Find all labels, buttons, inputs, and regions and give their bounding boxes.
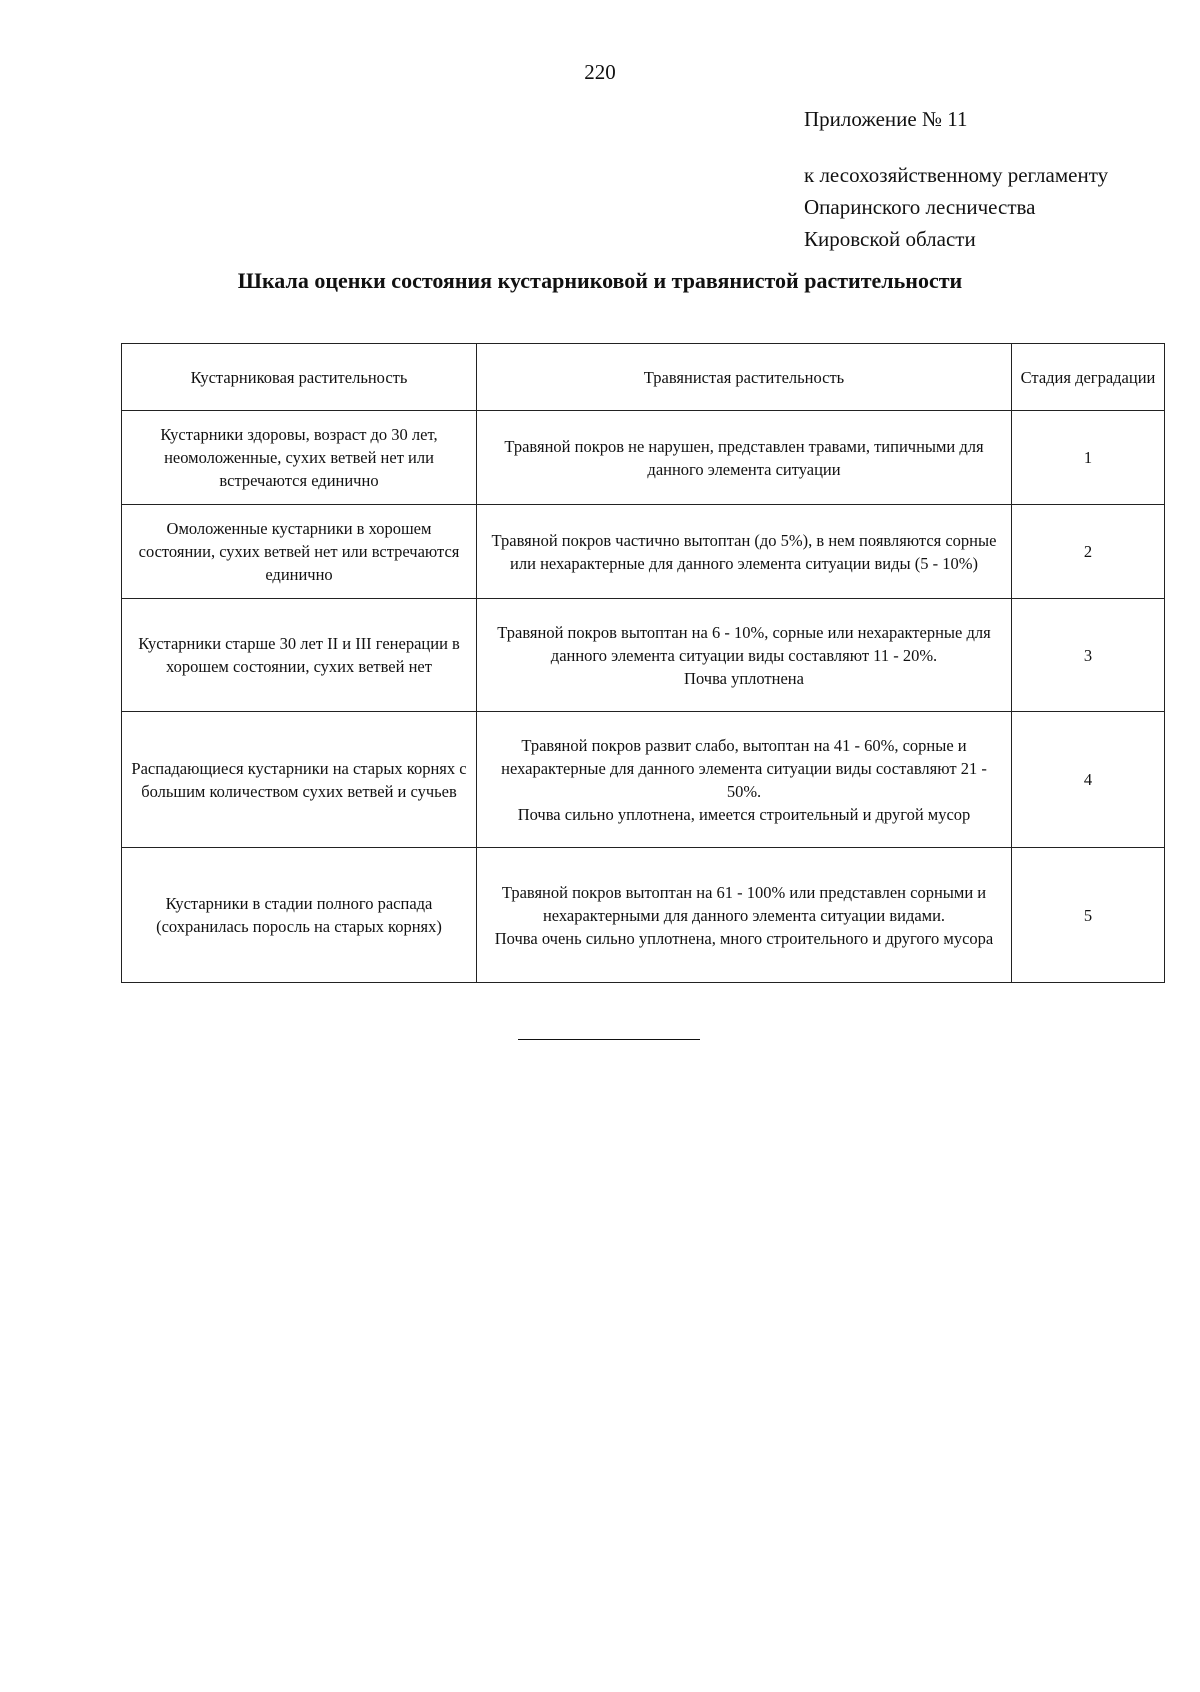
header-herb: Травянистая растительность — [477, 344, 1012, 411]
soil-text: Почва очень сильно уплотнена, много строительного и другого мусора — [494, 928, 994, 948]
table-row — [122, 599, 1165, 712]
herb-text: Травяной покров частично вытоптан (до 5%), в нем появляются сорные или нехарактерные для данного элемента ситуации виды (5 - 10%) — [491, 530, 997, 573]
stage-cell: 2 — [1012, 505, 1165, 599]
shrub-cell: Кустарники в стадии полного распада (сохранилась поросль на старых корнях) — [122, 848, 477, 983]
stage-cell: 1 — [1012, 411, 1165, 505]
appendix-line: Кировской области — [804, 227, 976, 251]
degradation-table — [121, 343, 1165, 983]
herb-cell — [477, 848, 1012, 983]
shrub-cell: Омоложенные кустарники в хорошем состоянии, сухих ветвей нет или встречаются единично — [122, 505, 477, 599]
stage-cell: 3 — [1012, 599, 1165, 712]
herb-text: Травяной покров вытоптан на 6 - 10%, сорные или нехарактерные для данного элемента ситуации виды составляют 11 - 20%. — [497, 622, 991, 665]
document-title: Шкала оценки состояния кустарниковой и травянистой растительности — [237, 268, 963, 293]
table-header-row — [122, 344, 1165, 411]
table-row — [122, 505, 1165, 599]
appendix-line: Опаринского лесничества — [804, 195, 1036, 219]
stage-cell: 5 — [1012, 848, 1165, 983]
soil-text: Почва уплотнена — [684, 668, 804, 688]
soil-text: Почва сильно уплотнена, имеется строительный и другой мусор — [517, 804, 971, 824]
herb-text: Травяной покров вытоптан на 61 - 100% или представлен сорными и нехарактерными для данного элемента ситуации видами. — [501, 882, 987, 925]
herb-text: Травяной покров не нарушен, представлен травами, типичными для данного элемента ситуации — [504, 436, 984, 479]
appendix-label: Приложение № 11 — [804, 107, 968, 131]
herb-cell — [477, 411, 1012, 505]
herb-cell — [477, 599, 1012, 712]
header-shrub: Кустарниковая растительность — [122, 344, 477, 411]
table-row — [122, 712, 1165, 848]
table-row — [122, 848, 1165, 983]
stage-cell: 4 — [1012, 712, 1165, 848]
herb-text: Травяной покров развит слабо, вытоптан на 41 - 60%, сорные и нехарактерные для данного элемента ситуации виды составляют 21 - 50%. — [501, 735, 987, 801]
herb-cell — [477, 505, 1012, 599]
herb-cell — [477, 712, 1012, 848]
shrub-cell: Распадающиеся кустарники на старых корнях с большим количеством сухих ветвей и сучьев — [122, 712, 477, 848]
closing-rule — [518, 1039, 700, 1040]
appendix-line: к лесохозяйственному регламенту — [804, 163, 1109, 187]
page-number: 220 — [584, 60, 616, 84]
header-stage: Стадия деградации — [1012, 344, 1165, 411]
shrub-cell: Кустарники старше 30 лет II и III генерации в хорошем состоянии, сухих ветвей нет — [122, 599, 477, 712]
shrub-cell: Кустарники здоровы, возраст до 30 лет, неомоложенные, сухих ветвей нет или встречаются единично — [122, 411, 477, 505]
appendix-block — [804, 103, 1108, 255]
table-row — [122, 411, 1165, 505]
